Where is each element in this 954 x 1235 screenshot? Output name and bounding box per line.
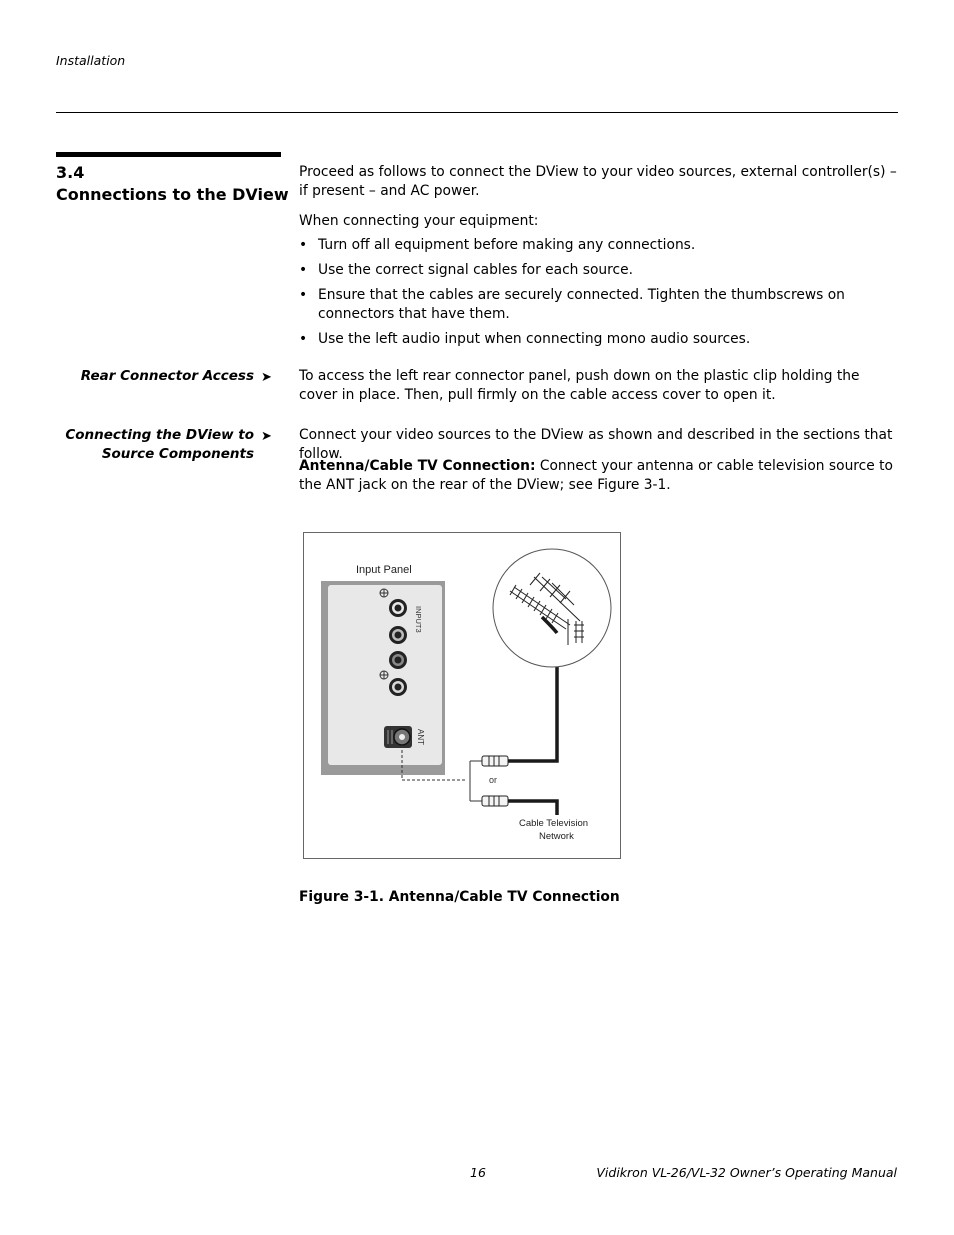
cable-tv-label: Cable Television bbox=[519, 818, 589, 829]
manual-title: Vidikron VL-26/VL-32 Owner’s Operating Manual bbox=[596, 1165, 897, 1180]
antenna-paragraph: Antenna/Cable TV Connection: Connect your antenna or cable television source to the ANT jack on the rear of the DView; see Figure 3-1. bbox=[299, 458, 893, 493]
ant-label: ANT bbox=[416, 729, 425, 745]
section-number: 3.4 bbox=[56, 163, 85, 182]
cable-tv-label: Network bbox=[539, 831, 574, 842]
bullet: • bbox=[299, 331, 308, 347]
intro-paragraph: Proceed as follows to connect the DView to your video sources, external controller(s) – if present – and AC power. bbox=[299, 164, 897, 199]
side-heading-rear-access: Rear Connector Access bbox=[80, 368, 254, 384]
list-item: • Ensure that the cables are securely connected. Tighten the thumbscrews on connectors that have them. bbox=[299, 287, 845, 322]
section-title: Connections to the DView bbox=[56, 185, 289, 204]
list-item: • Use the correct signal cables for each source. bbox=[299, 262, 633, 278]
ant-jack-icon bbox=[384, 726, 412, 748]
side-heading-source-components: Connecting the DView to Source Components bbox=[65, 427, 254, 462]
bullet: • bbox=[299, 237, 308, 253]
bullet: • bbox=[299, 287, 308, 303]
list-item: • Turn off all equipment before making any connections. bbox=[299, 237, 696, 253]
or-label: or bbox=[489, 775, 498, 785]
cable-tv-cable bbox=[508, 801, 557, 815]
figure-caption: Figure 3-1. Antenna/Cable TV Connection bbox=[299, 889, 620, 905]
arrow-icon: ➤ bbox=[261, 429, 272, 444]
bullet: • bbox=[299, 262, 308, 278]
figure-frame bbox=[303, 532, 621, 859]
input3-label: INPUT3 bbox=[414, 606, 423, 633]
source-components-text: Connect your video sources to the DView as shown and described in the sections that follow. bbox=[299, 427, 893, 462]
rear-access-text: To access the left rear connector panel, push down on the plastic clip holding the cover in place. Then, pull firmly on the cable access cover to open it. bbox=[299, 368, 860, 403]
header-rule bbox=[56, 112, 898, 113]
page-number: 16 bbox=[470, 1165, 486, 1180]
antenna-cable-diagram bbox=[304, 533, 622, 860]
antenna-inset bbox=[493, 549, 611, 667]
section-bar bbox=[56, 152, 281, 157]
intro-lead: When connecting your equipment: bbox=[299, 213, 539, 229]
input-panel-label: Input Panel bbox=[356, 564, 412, 576]
arrow-icon: ➤ bbox=[261, 370, 272, 385]
precautions-list bbox=[299, 236, 899, 355]
list-item: • Use the left audio input when connecting mono audio sources. bbox=[299, 331, 751, 347]
running-header: Installation bbox=[56, 53, 126, 68]
antenna-heading: Antenna/Cable TV Connection: bbox=[299, 458, 536, 474]
